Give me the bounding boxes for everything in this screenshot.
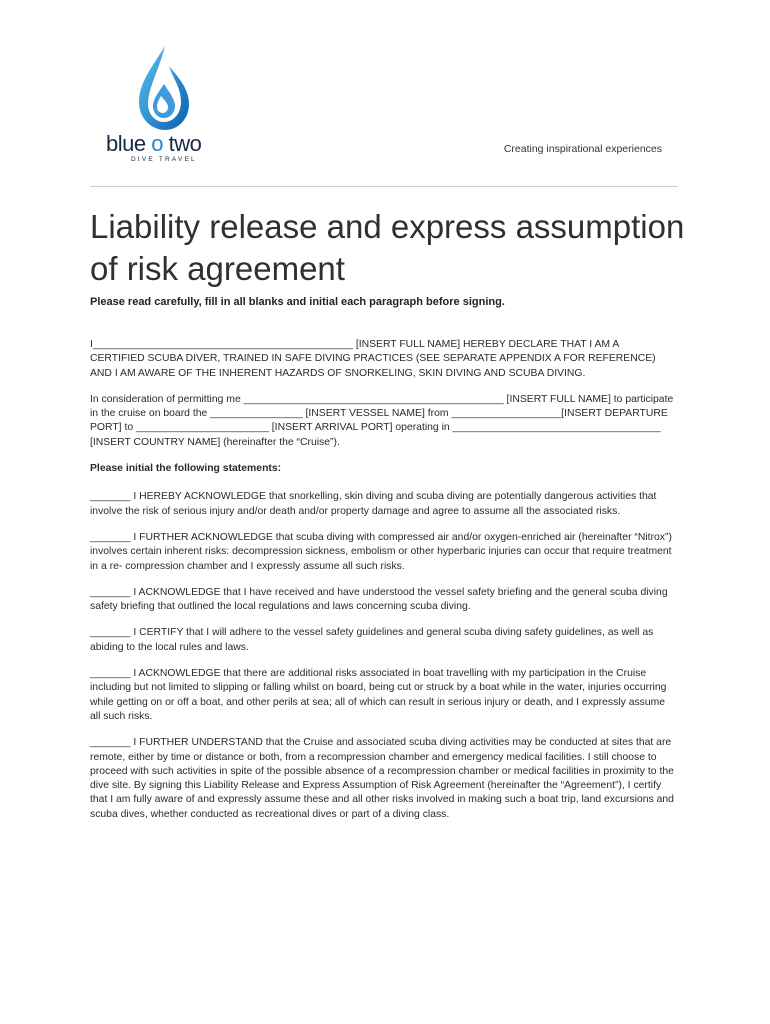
statement-paragraph: _______ I FURTHER ACKNOWLEDGE that scuba diving with compressed air and/or oxygen-enriched air (hereinafter “Nitrox”) involves certain inherent risks: decompression sickness, embolism or other hyperbaric injuries can occur that require treatment in a re- compression chamber and I expressly assume all such risks. bbox=[90, 531, 672, 572]
statement-paragraph: _______ I FURTHER UNDERSTAND that the Cruise and associated scuba diving activities may be conducted at sites that are remote, either by time or distance or both, from a recompression chamber and emergency medical facilities. I still choose to proceed with such activities in spite of the possible absence of a recompression chamber or medical facilities in proximity to the dive site. By signing this Liability Release and Express Assumption of Risk Agreement (hereinafter the “Agreement”), I certify that I am fully aware of and expressly assume these and all other risks involved in making such a boat trip, land excursions and scuba dives, whether conducted as recreational dives or part of a diving class. bbox=[90, 737, 674, 820]
instructions-subtitle: Please read carefully, fill in all blanks and initial each paragraph before signing. bbox=[90, 296, 505, 308]
document-body bbox=[90, 338, 675, 834]
declaration-paragraph: I_____________________________________________ [INSERT FULL NAME] HEREBY DECLARE THAT I AM A CERTIFIED SCUBA DIVER, TRAINED IN SAFE DIVING PRACTICES (SEE SEPARATE APPENDIX A FOR REFERENCE) AND I AM AWARE OF THE INHERENT HAZARDS OF SNORKELING, SKIN DIVING AND SCUBA DIVING. bbox=[90, 339, 656, 379]
header-divider bbox=[90, 186, 678, 187]
page-title: Liability release and express assumption of risk agreement bbox=[90, 208, 685, 287]
brand-wordmark: blue o two bbox=[106, 131, 202, 156]
statement-paragraph: _______ I CERTIFY that I will adhere to the vessel safety guidelines and general scuba diving safety guidelines, as well as abiding to the local rules and laws. bbox=[90, 627, 654, 653]
brand-subtitle: DIVE TRAVEL bbox=[131, 156, 197, 163]
water-drop-logo-icon bbox=[133, 44, 193, 134]
statement-paragraph: _______ I HEREBY ACKNOWLEDGE that snorkelling, skin diving and scuba diving are potentially dangerous activities that involve the risk of serious injury and/or death and/or property damage and agree to assume all the associated risks. bbox=[90, 491, 657, 517]
consideration-paragraph: In consideration of permitting me _____________________________________________ [INSERT FULL NAME] to participate in the cruise on board the ________________ [INSERT VESSEL NAME] from ___________________[INSERT DEPARTURE PORT] to _______________________ [INSERT ARRIVAL PORT] operating in ____________________________________ [INSERT COUNTRY NAME] (hereinafter the “Cruise”). bbox=[90, 393, 674, 448]
brand-tagline: Creating inspirational experiences bbox=[503, 143, 662, 155]
statement-paragraph: _______ I ACKNOWLEDGE that I have received and have understood the vessel safety briefing and the general scuba diving safety briefing that outlined the local regulations and laws concerning scuba diving. bbox=[90, 586, 668, 613]
initial-heading: Please initial the following statements: bbox=[90, 463, 282, 475]
document-header bbox=[0, 0, 770, 190]
statement-paragraph: _______ I ACKNOWLEDGE that there are additional risks associated in boat travelling with my participation in the Cruise including but not limited to slipping or falling whilst on board, being cut or struck by a boat while in the water, injuries occurring while getting on or off a boat, and other perils at sea; all of which can result in serious injury or death, and I expressly assume all such risks. bbox=[90, 668, 667, 722]
